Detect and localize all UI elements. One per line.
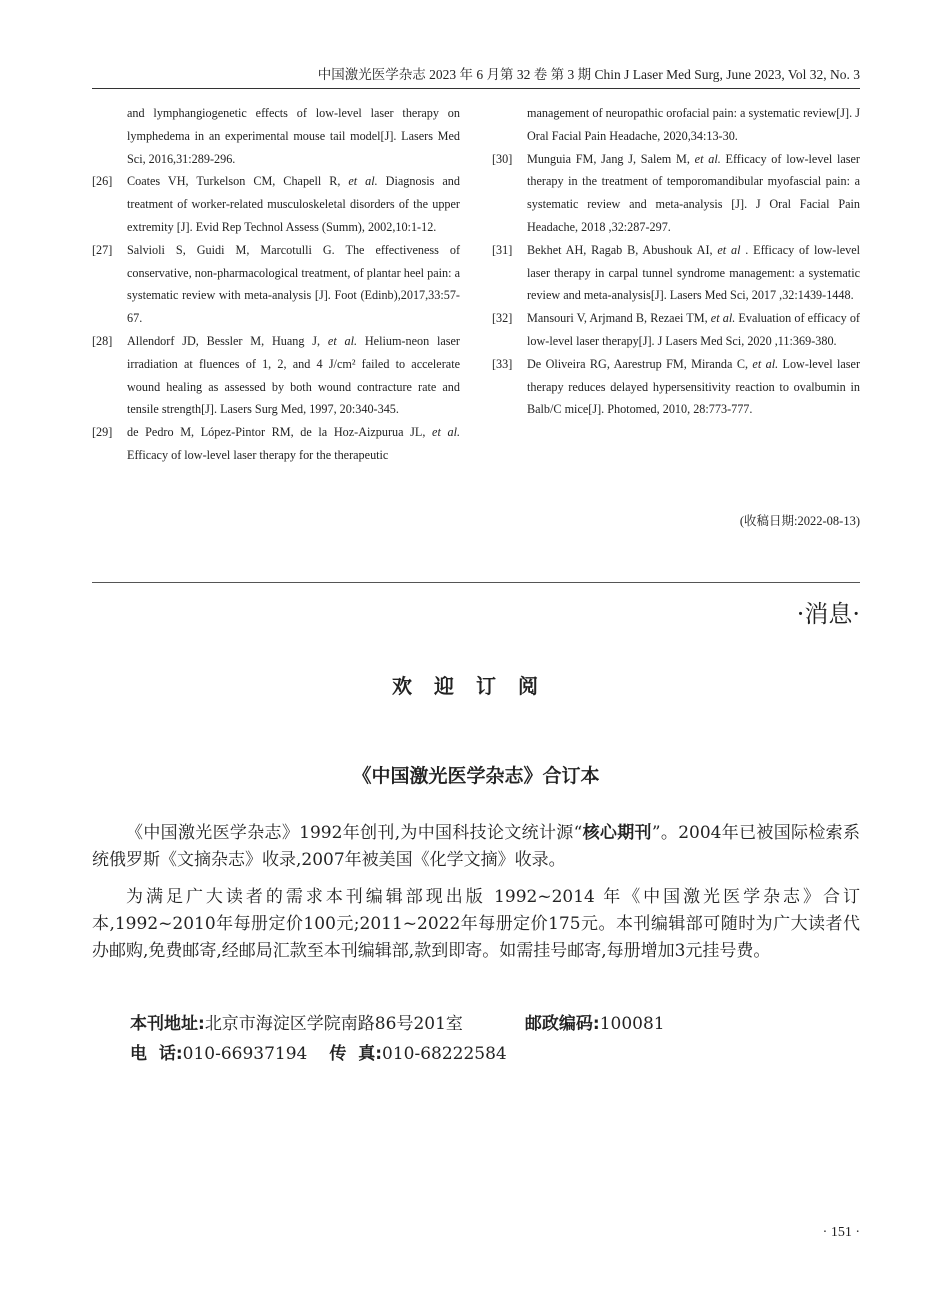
announcement-paragraph-1: 《中国激光医学杂志》1992年创刊,为中国科技论文统计源“核心期刊”。2004年已被国际检索系统俄罗斯《文摘杂志》收录,2007年被美国《化学文摘》收录。 [92, 823, 860, 870]
core-journal-emphasis: 核心期刊 [582, 823, 652, 843]
reference-item: [26] Coates VH, Turkelson CM, Chapell R, et al. Diagnosis and treatment of worker-related musculoskeletal disorders of the upper extremity [J]. Evid Rep Technol Assess (Summ), 2002,10:1-12. [92, 174, 460, 234]
phone-value: 010-66937194 [182, 1044, 308, 1064]
announcement-headline: 欢迎订阅 [392, 674, 560, 698]
reference-item: [32] Mansouri V, Arjmand B, Rezaei TM, et al. Evaluation of efficacy of low-level laser therapy[J]. J Lasers Med Sci, 2020 ,11:369-380. [492, 311, 860, 348]
postcode-value: 100081 [599, 1014, 665, 1034]
reference-item: [30] Munguia FM, Jang J, Salem M, et al. Efficacy of low-level laser therapy in the treatment of temporomandibular myofascial pain: a systematic review and meta-analysis [J]. J Oral Facial Pain Headache, 2018 ,32:287-297. [492, 151, 860, 234]
fax-value: 010-68222584 [382, 1044, 507, 1064]
references-right-column [492, 102, 860, 421]
reference-item: management of neuropathic orofacial pain: a systematic review[J]. J Oral Facial Pain Headache, 2020,34:13-30. [527, 106, 860, 143]
reference-item: [33] De Oliveira RG, Aarestrup FM, Miranda C, et al. Low-level laser therapy reduces delayed hypersensitivity reaction to ovalbumin in Balb/C mice[J]. Photomed, 2010, 28:773-777. [492, 356, 861, 417]
reference-item: [29] de Pedro M, López-Pintor RM, de la Hoz-Aizpurua JL, et al. Efficacy of low-level laser therapy for the therapeutic [92, 425, 460, 462]
address-label: 本刊地址: [130, 1014, 205, 1034]
reference-item: [27] Salvioli S, Guidi M, Marcotulli G. The effectiveness of conservative, non-pharmacological treatment, of plantar heel pain: a systematic review with meta-analysis [J]. Foot (Edinb),2017,33:57-67. [92, 242, 460, 326]
references-left-column [92, 102, 460, 467]
running-header: 中国激光医学杂志 2023 年 6 月第 32 卷 第 3 期 Chin J Laser Med Surg, June 2023, Vol 32, No. 3 [317, 67, 860, 82]
header-rule [92, 88, 860, 89]
phone-label: 电 话: [130, 1044, 183, 1064]
reference-item: [28] Allendorf JD, Bessler M, Huang J, et al. Helium-neon laser irradiation at fluences of 1, 2, and 4 J/cm² failed to accelerate wound healing as assessed by both wound contracture rate and tensile strength[J]. Lasers Surg Med, 1997, 20:340-345. [92, 333, 460, 417]
address-value: 北京市海淀区学院南路86号201室 [204, 1014, 463, 1034]
received-date: (收稿日期:2022-08-13) [739, 514, 860, 528]
announcement-subhead: 《中国激光医学杂志》合订本 [352, 765, 600, 787]
reference-item: and lymphangiogenetic effects of low-level laser therapy on lymphedema in an experimental mouse tail model[J]. Lasers Med Sci, 2016,31:289-296. [127, 106, 460, 166]
page-number: · 151 · [822, 1225, 860, 1240]
fax-label: 传 真: [329, 1044, 383, 1064]
reference-item: [31] Bekhet AH, Ragab B, Abushouk AI, et al . Efficacy of low-level laser therapy in carpal tunnel syndrome management: a systematic review and meta-analysis[J]. Lasers Med Sci, 2017 ,32:1439-1448. [492, 242, 860, 303]
contact-phone-line [130, 1040, 507, 1068]
column-tag: ·消息· [796, 600, 860, 628]
postcode-label: 邮政编码: [524, 1014, 600, 1034]
contact-address-line [130, 1010, 665, 1038]
section-divider [92, 582, 860, 583]
announcement-paragraph-2: 为满足广大读者的需求本刊编辑部现出版 1992~2014 年《中国激光医学杂志》合订本,1992~2010年每册定价100元;2011~2022年每册定价175元。本刊编辑部可随时为广大读者代办邮购,免费邮寄,经邮局汇款至本刊编辑部,款到即寄。如需挂号邮寄,每册增加3元挂号费。 [92, 887, 860, 961]
